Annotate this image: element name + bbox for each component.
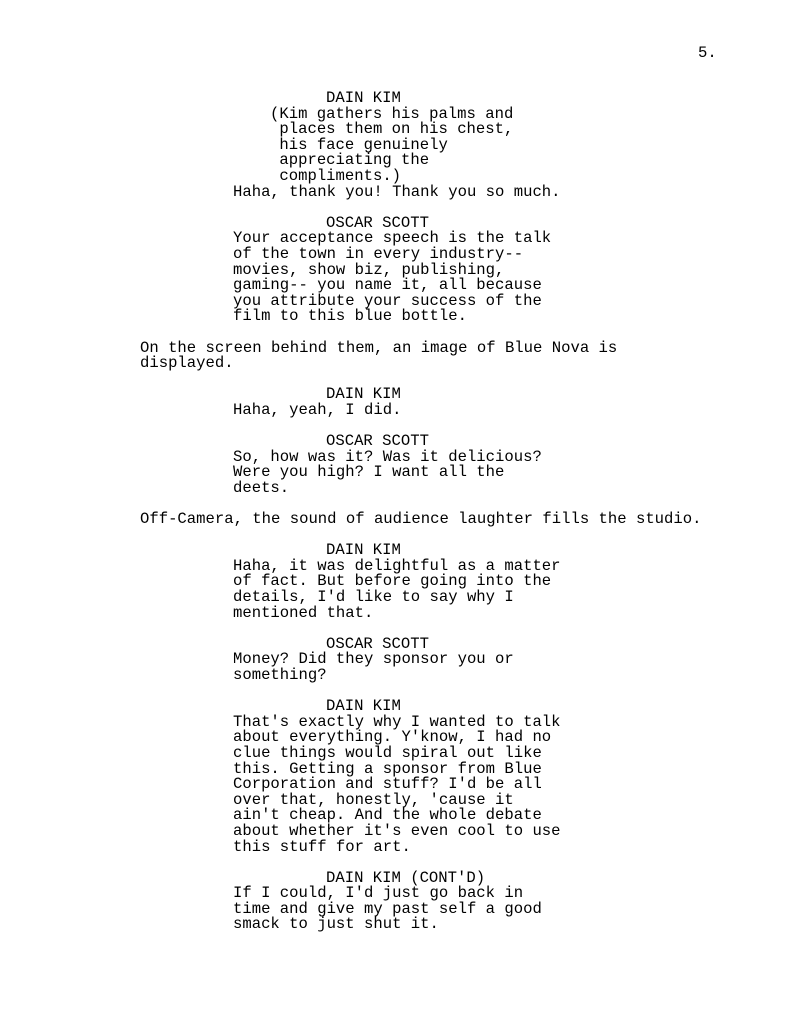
action-line: displayed.: [140, 354, 234, 373]
dialogue-line: ain't cheap. And the whole debate: [233, 806, 542, 825]
dialogue-line: Money? Did they sponsor you or: [233, 650, 514, 669]
dialogue-line: about whether it's even cool to use: [233, 821, 561, 840]
dialogue-text: [233, 886, 791, 933]
character-name: OSCAR SCOTT: [326, 432, 429, 451]
dialogue-line: of the town in every industry--: [233, 244, 524, 263]
dialogue-line: about everything. Y'know, I had no: [233, 728, 552, 747]
character-name: OSCAR SCOTT: [326, 213, 429, 232]
dialogue-block: [0, 387, 791, 418]
parenthetical-line: (Kim gathers his palms and: [270, 104, 514, 123]
dialogue-line: Your acceptance speech is the talk: [233, 229, 552, 248]
dialogue-line: smack to just shut it.: [233, 915, 439, 934]
dialogue-line: Haha, it was delightful as a matter: [233, 556, 561, 575]
dialogue-line: If I could, I'd just go back in: [233, 884, 524, 903]
action-line: Off-Camera, the sound of audience laughter fills the studio.: [140, 510, 702, 529]
character-name: DAIN KIM: [326, 697, 401, 716]
character-name: DAIN KIM: [326, 89, 401, 107]
dialogue-line: you attribute your success of the: [233, 291, 542, 310]
character-name: DAIN KIM: [326, 541, 401, 560]
action-line: On the screen behind them, an image of Blue Nova is: [140, 338, 618, 357]
dialogue-block: [0, 634, 791, 684]
dialogue-line: So, how was it? Was it delicious?: [233, 447, 542, 466]
dialogue-text: [233, 231, 791, 325]
dialogue-line: over that, honestly, 'cause it: [233, 790, 514, 809]
dialogue-text: [233, 182, 791, 201]
dialogue-line: film to this blue bottle.: [233, 307, 467, 326]
dialogue-line: something?: [233, 665, 327, 684]
parenthetical-line: appreciating the: [279, 151, 430, 170]
parenthetical-line: compliments.): [279, 166, 402, 185]
dialogue-line: Corporation and stuff? I'd be all: [233, 775, 542, 794]
character-name: DAIN KIM (CONT'D): [326, 868, 486, 887]
dialogue-text: [233, 652, 791, 683]
dialogue-text: [233, 712, 791, 856]
dialogue-block: [0, 91, 791, 200]
dialogue-line: Haha, yeah, I did.: [233, 400, 402, 419]
dialogue-line: mentioned that.: [233, 603, 374, 622]
dialogue-line: this. Getting a sponsor from Blue: [233, 759, 542, 778]
dialogue-line: Were you high? I want all the: [233, 463, 505, 482]
dialogue-text: [233, 556, 791, 622]
action-text: [140, 338, 791, 373]
dialogue-line: time and give my past self a good: [233, 899, 542, 918]
action-text: [140, 512, 791, 528]
parenthetical-line: places them on his chest,: [279, 120, 514, 139]
dialogue-line: of fact. But before going into the: [233, 572, 552, 591]
action-block: [0, 512, 791, 528]
character-name: DAIN KIM: [326, 385, 401, 404]
parenthetical-line: his face genuinely: [279, 135, 448, 154]
dialogue-block: [0, 699, 791, 855]
dialogue-line: That's exactly why I wanted to talk: [233, 712, 561, 731]
dialogue-line: movies, show biz, publishing,: [233, 260, 505, 279]
dialogue-line: deets.: [233, 478, 290, 497]
dialogue-line: gaming-- you name it, all because: [233, 276, 542, 295]
parenthetical: [270, 104, 791, 185]
character-name: OSCAR SCOTT: [326, 634, 429, 653]
dialogue-text: [233, 447, 791, 497]
script-body: [0, 91, 791, 949]
dialogue-block: [0, 543, 791, 621]
dialogue-line: Haha, thank you! Thank you so much.: [233, 182, 561, 201]
dialogue-block: [0, 434, 791, 496]
action-block: [0, 338, 791, 373]
dialogue-line: details, I'd like to say why I: [233, 588, 514, 606]
dialogue-line: clue things would spiral out like: [233, 743, 542, 762]
dialogue-line: this stuff for art.: [233, 837, 411, 856]
dialogue-text: [233, 400, 791, 419]
dialogue-block: [0, 868, 791, 934]
dialogue-block: [0, 213, 791, 326]
page-number: 5.: [698, 44, 717, 62]
